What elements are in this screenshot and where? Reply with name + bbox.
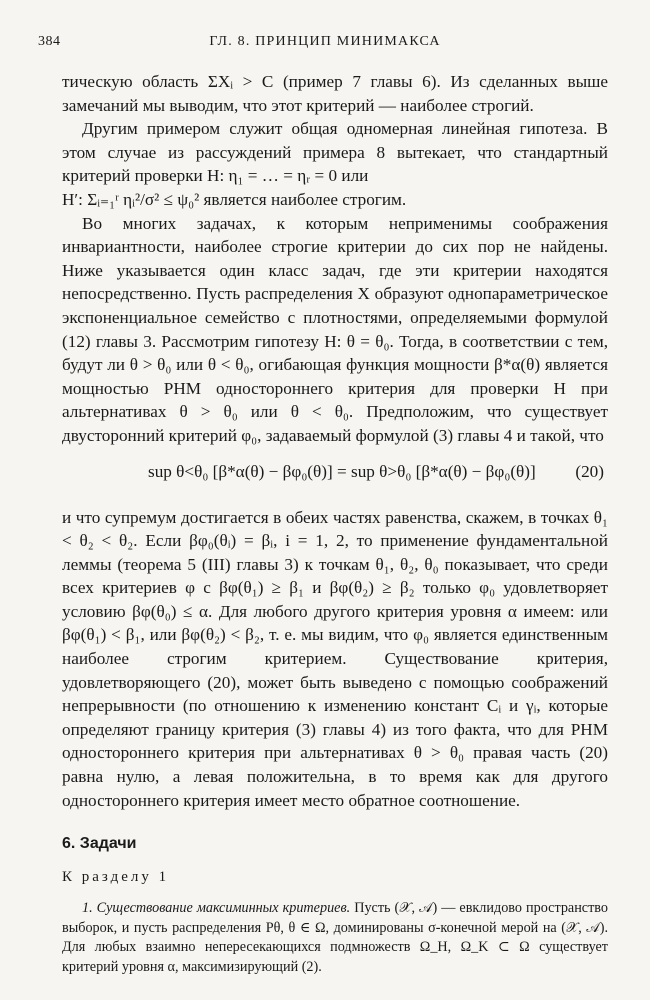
formula-20 bbox=[62, 452, 608, 500]
paragraph-3: Во многих задачах, к которым неприменимы соображения инвариантности, наиболее строгие критерии до сих пор не найдены. Ниже указывается один класс задач, где эти критерии находятся непосредственно. Пусть распределения X образуют однопараметрическое экспоненциальное семейство с плотностями, определяемыми формулой (12) главы 3. Рассмотрим гипотезу H: θ = θ₀. Тогда, в соответствии с тем, будут ли θ > θ₀ или θ < θ₀, огибающая функция мощности β*α(θ) является мощностью РНМ одностороннего критерия для проверки H при альтернативах θ > θ₀ или θ < θ₀. Предположим, что существует двусторонний критерий φ₀, задаваемый формулой (3) главы 4 и такой, что bbox=[62, 213, 608, 445]
subsection-title: К разделу 1 bbox=[62, 868, 170, 885]
paragraph-1: тическую область ΣXᵢ > C (пример 7 главы 6). Из сделанных выше замечаний мы выводим, что этот критерий — наиболее строгий. bbox=[62, 72, 608, 115]
formula-20-expression: sup θ<θ₀ [β*α(θ) − βφ₀(θ)] = sup θ>θ₀ [β*α(θ) − βφ₀(θ)] bbox=[148, 461, 536, 481]
inline-formula-h-prime: H′: Σᵢ₌₁ʳ ηᵢ²/σ² ≤ ψ₀² является наиболее строгим. bbox=[62, 189, 407, 209]
running-head: ГЛ. 8. ПРИНЦИП МИНИМАКСА bbox=[209, 34, 441, 49]
formula-20-number: (20) bbox=[575, 461, 604, 481]
problem-1-text: Пусть (𝒳, 𝒜) — евклидово пространство выборок, и пусть распределения Pθ, θ ∈ Ω, доминированы σ-конечной мерой на (𝒳, 𝒜). Для любых взаимно непересекающихся подмножеств Ω_H, Ω_K ⊂ Ω существует критерий уровня α, максимизирующий (2). bbox=[62, 900, 608, 975]
section-title: 6. Задачи bbox=[62, 835, 137, 853]
problem-1 bbox=[62, 899, 608, 977]
problem-1-title: 1. Существование максиминных критериев. bbox=[82, 900, 351, 917]
paragraph-2: Другим примером служит общая одномерная линейная гипотеза. В этом случае из рассуждений примера 8 вытекает, что стандартный критерий проверки H: η₁ = … = ηᵣ = 0 или bbox=[62, 119, 608, 186]
page-number: 384 bbox=[38, 34, 61, 49]
page-header bbox=[38, 34, 612, 54]
paragraph-4: и что супремум достигается в обеих частях равенства, скажем, в точках θ₁ < θ₂ < θ₂. Если βφ₀(θᵢ) = βᵢ, i = 1, 2, то применение фундаментальной леммы (теорема 5 (III) главы 3) к точкам θ₁, θ₂, θ₀ показывает, что среди всех критериев φ с βφ(θ₁) ≥ β₁ и βφ(θ₂) ≥ β₂ только φ₀ удовлетворяет условию βφ(θ₀) ≤ α. Для любого другого критерия уровня α имеем: или βφ(θ₁) < β₁, или βφ(θ₂) < β₂, т. е. мы видим, что φ₀ является единственным наиболее строгим критерием. Существование критерия, удовлетворяющего (20), может быть выведено с помощью соображений непрерывности (по отношению к изменению констант Cᵢ и γᵢ, которые определяют границу критерия (3) главы 4) из того факта, что для РНМ одностороннего критерия при альтернативах θ > θ₀ правая часть (20) равна нулю, а левая положительна, в то время как для другого одностороннего критерия имеет место обратное соотношение. bbox=[62, 507, 608, 810]
page-body bbox=[62, 70, 608, 977]
